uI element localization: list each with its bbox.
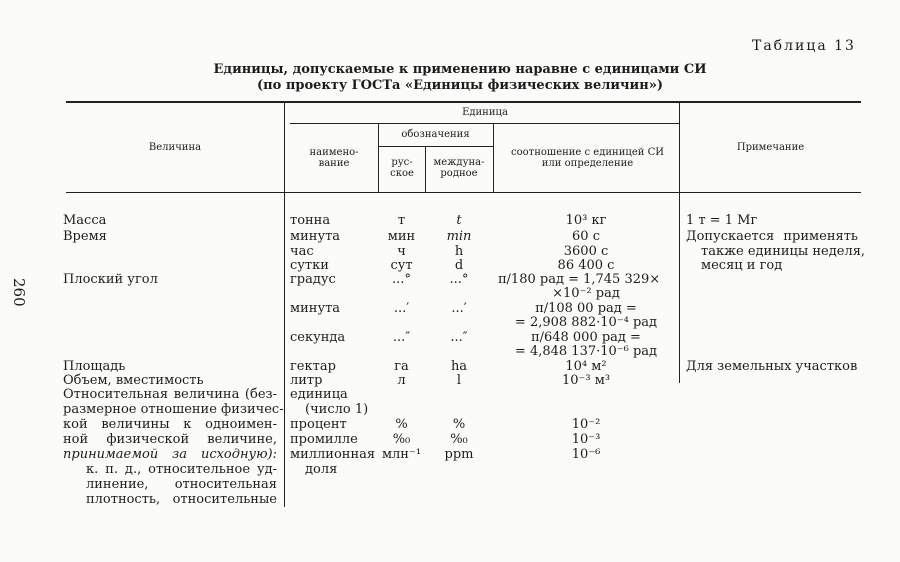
quantity-time: Время <box>63 229 107 244</box>
rel-arcminute-1: π/108 00 рад = <box>535 301 637 316</box>
note-tonne: 1 т = 1 Мг <box>686 213 758 228</box>
name-arcminute: минута <box>290 301 341 316</box>
rel-permille: 10⁻³ <box>571 432 601 447</box>
header-note: Примечание <box>736 142 805 153</box>
page-number: 260 <box>10 278 28 307</box>
header-quantity: Величина <box>148 142 202 153</box>
quantity-relative-line: кой величины к одноимен- <box>63 417 277 432</box>
quantity-mass: Масса <box>63 213 107 228</box>
intl-arcminute: ...′ <box>451 301 467 316</box>
name-permille: промилле <box>290 432 358 447</box>
rel-degree-2: ×10⁻² рад <box>552 286 620 301</box>
name-ppm: миллионная <box>290 447 376 462</box>
name-litre: литр <box>290 373 323 388</box>
name-percent: процент <box>290 417 347 432</box>
header-name: наимено-вание <box>309 147 359 169</box>
name-unity-number: (число 1) <box>305 402 369 417</box>
ru-hectare: га <box>394 359 409 374</box>
note-time-3: месяц и год <box>701 258 783 273</box>
header-unit: Единица <box>462 107 508 118</box>
header-designation: обозначения <box>401 129 470 140</box>
intl-hectare: ha <box>450 359 468 374</box>
header-international: междуна-родное <box>433 157 485 179</box>
header-bottom-rule <box>66 192 861 193</box>
name-arcsecond: секунда <box>290 330 346 345</box>
quantity-plane-angle: Плоский угол <box>63 272 158 287</box>
header-relation: соотношение с единицей СИ или определение <box>511 147 664 169</box>
ru-permille: %₀ <box>392 432 411 447</box>
name-ppm-cont: доля <box>305 462 338 477</box>
rel-percent: 10⁻² <box>571 417 601 432</box>
rel-hour: 3600 с <box>563 244 609 259</box>
note-time-1: Допускается применять <box>686 229 858 244</box>
unit-header-rule <box>290 123 680 124</box>
name-unity: единица <box>290 387 348 402</box>
ru-minute: мин <box>387 229 416 244</box>
rel-minute: 60 с <box>572 229 600 244</box>
rel-day: 86 400 с <box>557 258 615 273</box>
ru-degree: ...° <box>392 272 411 287</box>
table-label: Таблица 13 <box>752 38 856 54</box>
name-tonne: тонна <box>290 213 331 228</box>
name-hour: час <box>290 244 314 259</box>
designation-header-rule <box>378 146 493 147</box>
intl-litre: l <box>456 373 462 388</box>
rel-ppm: 10⁻⁶ <box>571 447 601 462</box>
table-top-rule <box>66 101 861 103</box>
intl-minute: min <box>446 229 472 244</box>
table-title-line2: (по проекту ГОСТа «Единицы физических величин») <box>256 78 663 93</box>
rel-hectare: 10⁴ м² <box>565 359 607 374</box>
ru-arcsecond: ...″ <box>392 330 411 345</box>
ru-percent: % <box>395 417 408 432</box>
col-divider-international <box>493 123 494 192</box>
name-day: сутки <box>290 258 329 273</box>
intl-arcsecond: ...″ <box>450 330 468 345</box>
rel-arcsecond-1: π/648 000 рад = <box>531 330 641 345</box>
note-time-2: также единицы неделя, <box>701 244 866 259</box>
ru-ppm: млн⁻¹ <box>381 447 422 462</box>
name-minute: минута <box>290 229 341 244</box>
quantity-relative-line: к. п. д., относительное уд- <box>86 462 277 477</box>
quantity-relative-line: линение, относительная <box>86 477 277 492</box>
note-hectare: Для земельных участков <box>686 359 858 374</box>
intl-degree: ...° <box>449 272 469 287</box>
rel-arcminute-2: = 2,908 882·10⁻⁴ рад <box>514 315 658 330</box>
intl-percent: % <box>452 417 466 432</box>
rel-arcsecond-2: = 4,848 137·10⁻⁶ рад <box>514 344 658 359</box>
table-title-line1: Единицы, допускаемые к применению наравне с единицами СИ <box>213 62 707 77</box>
col-divider-quantity <box>284 103 285 507</box>
ru-hour: ч <box>397 244 406 259</box>
rel-tonne: 10³ кг <box>565 213 607 228</box>
col-divider-russian <box>425 146 426 192</box>
quantity-area: Площадь <box>63 359 126 374</box>
quantity-relative-line: ной физической величине, <box>63 432 277 447</box>
quantity-relative-line: Относительная величина (без- <box>63 387 277 402</box>
ru-day: сут <box>390 258 413 273</box>
name-hectare: гектар <box>290 359 336 374</box>
quantity-relative-line: принимаемой за исходную): <box>63 447 277 462</box>
quantity-relative-line: плотность, относительные <box>86 492 277 507</box>
ru-litre: л <box>397 373 406 388</box>
intl-permille: %₀ <box>450 432 468 447</box>
rel-degree-1: π/180 рад = 1,745 329× <box>498 272 661 287</box>
intl-hour: h <box>454 244 464 259</box>
ru-tonne: т <box>397 213 406 228</box>
intl-ppm: ppm <box>444 447 474 462</box>
ru-arcminute: ...′ <box>393 301 410 316</box>
header-russian: рус-ское <box>390 157 414 179</box>
quantity-volume: Объем, вместимость <box>63 373 204 388</box>
name-degree: градус <box>290 272 336 287</box>
quantity-relative-line: размерное отношение физичес- <box>63 402 284 417</box>
rel-litre: 10⁻³ м³ <box>561 373 611 388</box>
intl-day: d <box>454 258 464 273</box>
intl-tonne: t <box>456 213 462 228</box>
